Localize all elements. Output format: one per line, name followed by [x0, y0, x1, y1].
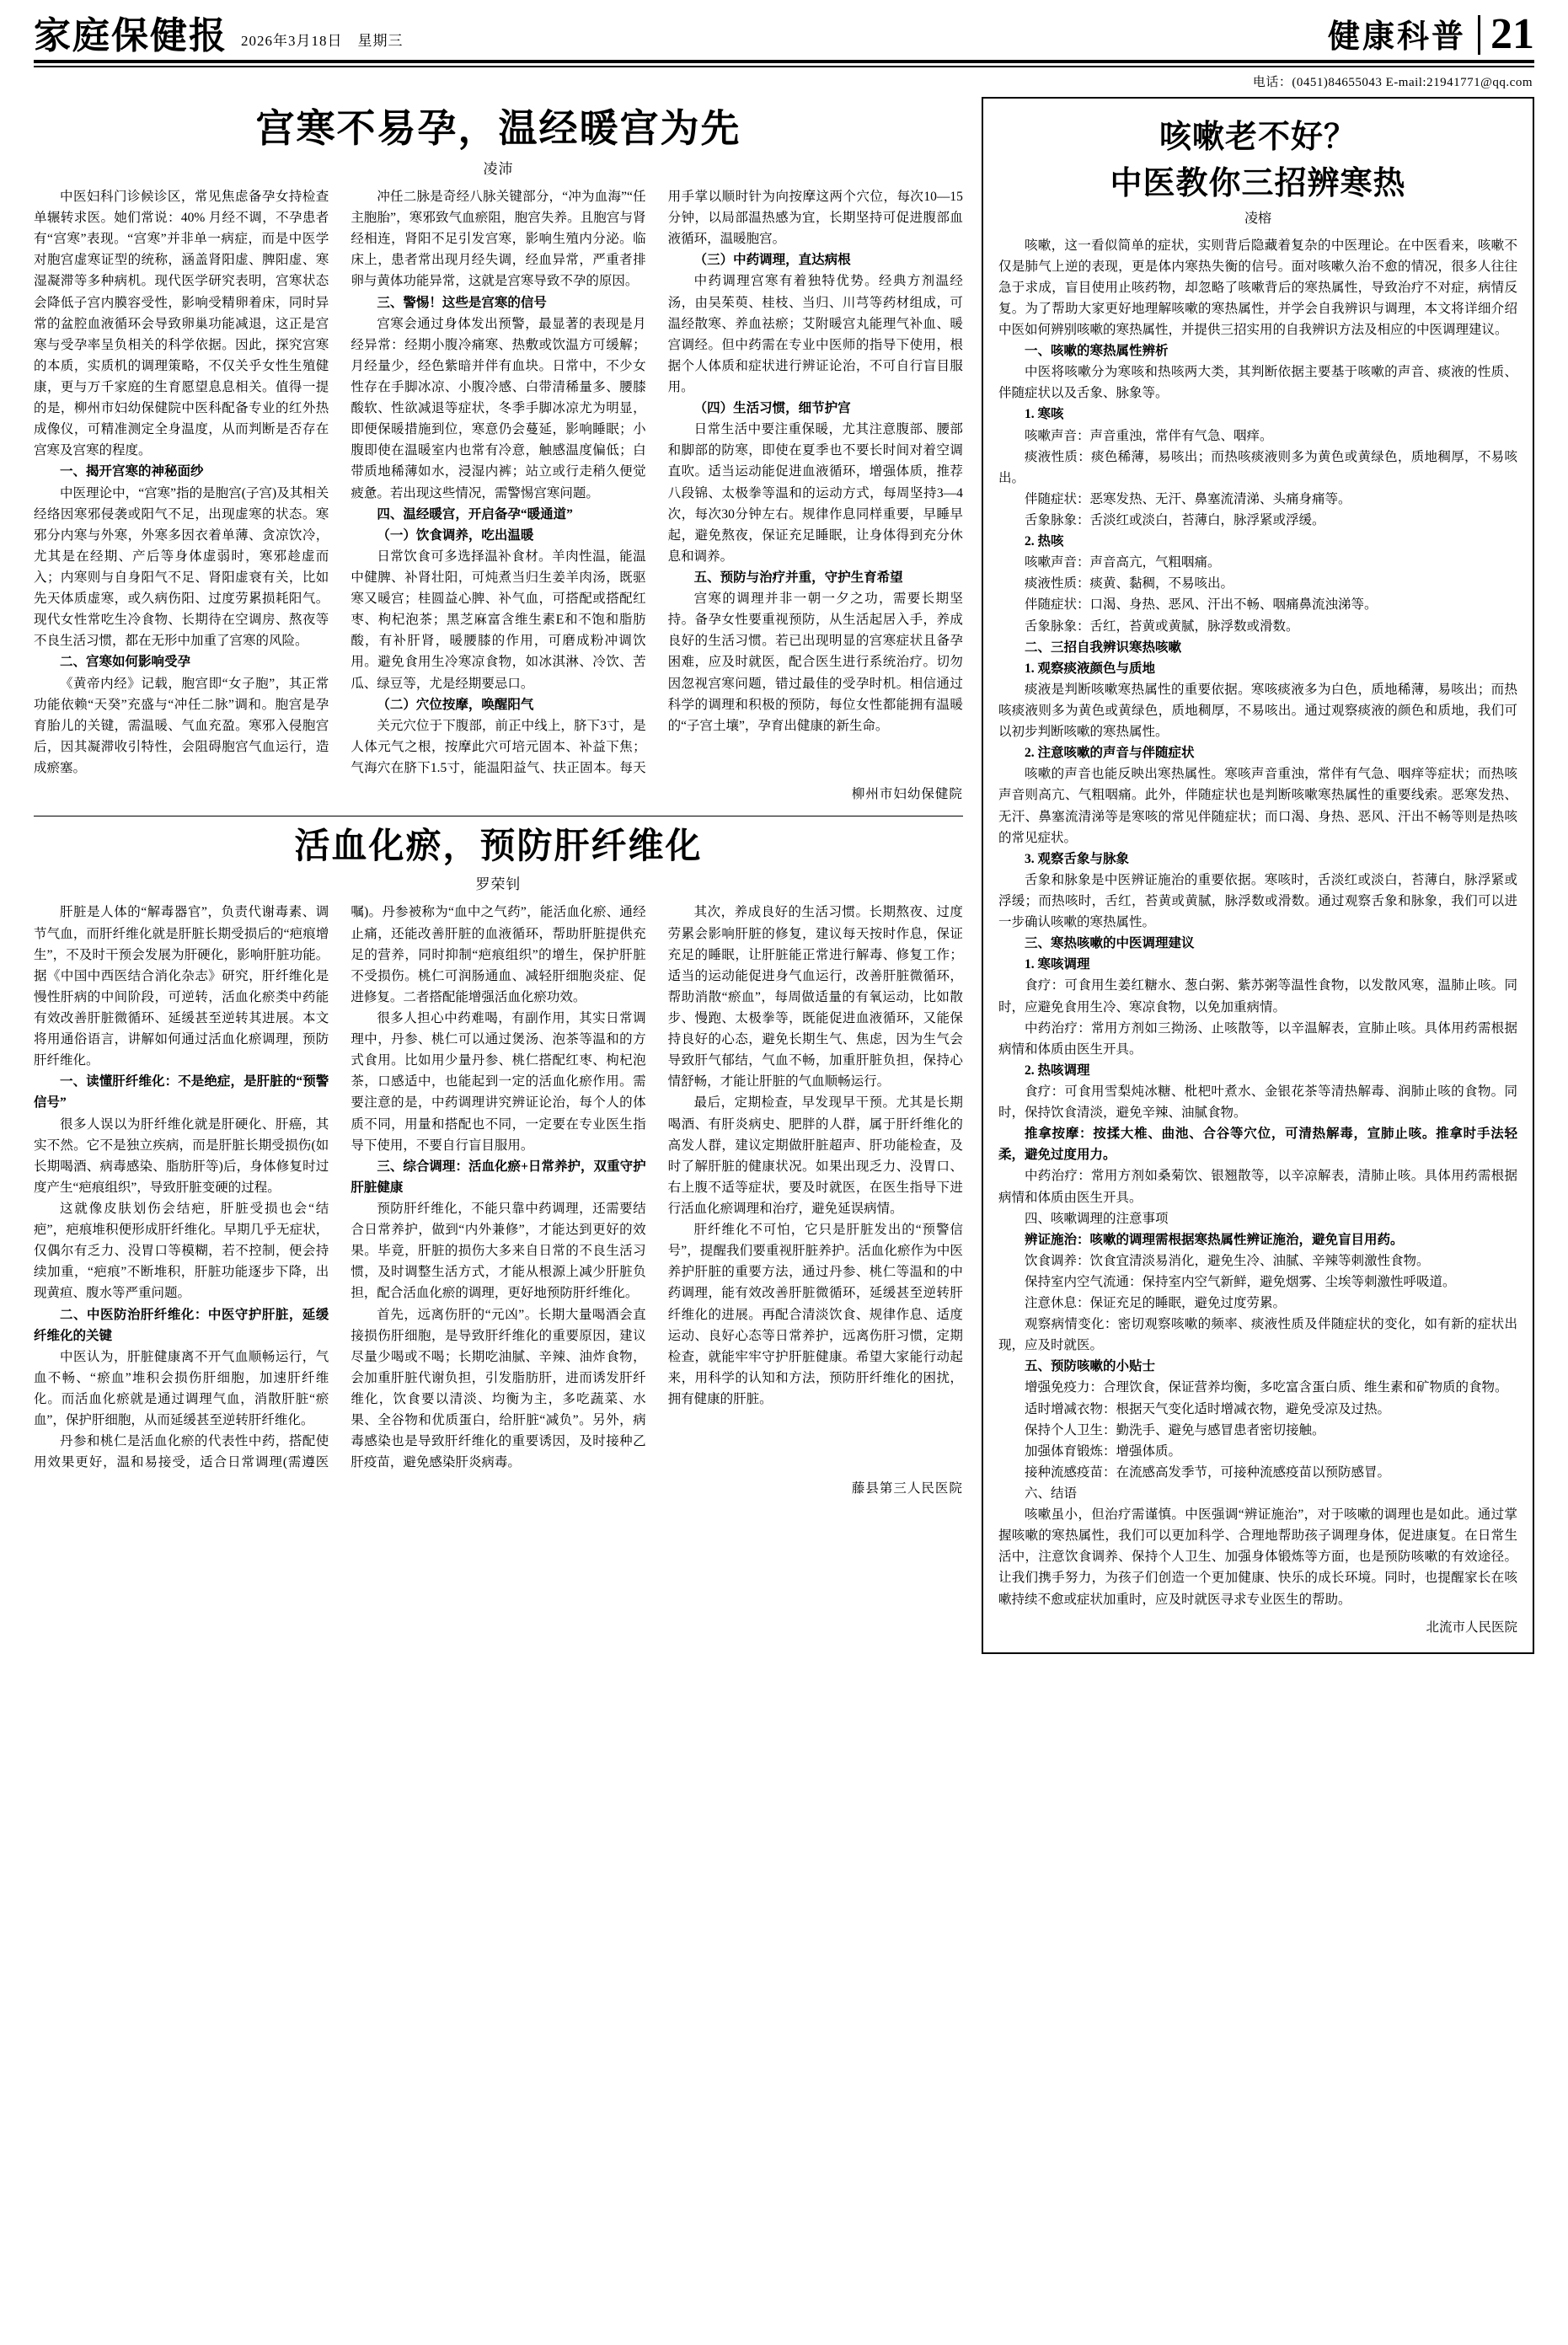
- masthead-right: [1327, 10, 1534, 58]
- paragraph: 日常饮食可多选择温补食材。羊肉性温，能温中健脾、补肾壮阳，可炖煮当归生姜羊肉汤，既驱寒又暖宫；桂圆益心脾、补气血，可搭配或搭配红枣、枸杞泡茶；黑芝麻富含维生素E和不饱和脂肪酸，有补肝肾，暖腰膝的作用，可磨成粉冲调饮用。避免食用生冷寒凉食物，如冰淇淋、冷饮、苦瓜、绿豆等，尤是经期要忌口。: [351, 549, 646, 691]
- article3-headline-line1: 咳嗽老不好？: [1159, 116, 1357, 155]
- article3-body: [998, 235, 1517, 1610]
- left-column: [34, 97, 963, 1654]
- article1-headline: 宫寒不易孕，温经暖宫为先: [255, 104, 741, 151]
- paragraph: 保持个人卫生：勤洗手、避免与感冒患者密切接触。: [1024, 1422, 1325, 1438]
- paragraph: 四、咳嗽调理的注意事项: [1024, 1211, 1169, 1226]
- page-number: 21: [1478, 15, 1534, 55]
- paragraph: 六、结语: [1024, 1486, 1077, 1502]
- paragraph: 丹参和桃仁是活血化瘀的代表性中药，搭配使用效果更好，温和易接受，适合日常调理(需遵医嘱)。丹参被称为“血中之气药”，能活血化瘀、通经止痛，还能改善肝脏的血液循环，帮助肝脏提供充足的营养，同时抑制“疤痕组织”的增生，保护肝脏不受损伤。桃仁可润肠通血、减轻肝细胞炎症、促进修复。二者搭配能增强活血化瘀功效。: [34, 905, 646, 1470]
- paragraph-subhead: 1. 寒咳调理: [1024, 957, 1090, 972]
- newspaper-logo: 家庭保健报: [34, 13, 227, 57]
- paragraph-subhead: 2. 热咳: [1024, 534, 1064, 549]
- paragraph: 中医将咳嗽分为寒咳和热咳两大类，其判断依据主要基于咳嗽的声音、痰液的性质、伴随症状以及舌象、脉象等。: [998, 365, 1517, 401]
- paragraph: 加强体育锻炼：增强体质。: [1024, 1443, 1181, 1459]
- paragraph: 饮食调养：饮食宜清淡易消化，避免生冷、油腻、辛辣等刺激性食物。: [1024, 1253, 1430, 1268]
- paragraph: 咳嗽虽小，但治疗需谨慎。中医强调“辨证施治”，对于咳嗽的调理也是如此。通过掌握咳嗽的寒热属性，我们可以更加科学、合理地帮助孩子调理身体，促进康复。在日常生活中，注意饮食调养、保持个人卫生、加强身体锻炼等方面，也是预防咳嗽的有效途径。让我们携手努力，为孩子们创造一个更加健康、快乐的成长环境。同时，也提醒家长在咳嗽持续不愈或症状加重时，应及时就医寻求专业医生的帮助。: [998, 1507, 1517, 1607]
- paragraph: 这就像皮肤划伤会结疤，肝脏受损也会“结疤”，疤痕堆积便形成肝纤维化。早期几乎无症状，仅偶尔有乏力、没胃口等模糊，若不控制，便会持续加重，“疤痕”不断堆积，肝脏功能逐步下降，出现黄疸、腹水等严重问题。: [34, 1201, 329, 1301]
- paragraph-subhead: 五、预防咳嗽的小贴士: [1024, 1359, 1155, 1374]
- paragraph-subhead: 3. 观察舌象与脉象: [1024, 851, 1129, 866]
- page-body: [34, 97, 1534, 1654]
- paragraph: 中医理论中，“宫寒”指的是胞宫(子宫)及其相关经络因寒邪侵袭或阳气不足，出现虚寒的状态。寒邪分内寒与外寒，外寒多因衣着单薄、贪凉饮冷，尤其是在经期、产后等身体虚弱时，寒邪趁虚而入；内寒则与自身阳气不足、肾阳虚衰有关，比如先天体质虚寒，或久病伤阳、过度劳累损耗阳气。现代女性常吃生冷食物、长期待在空调房、熬夜等不良生活习惯，都在无形中加重了宫寒的风险。: [34, 485, 329, 649]
- paragraph: 保持室内空气流通：保持室内空气新鲜，避免烟雾、尘埃等刺激性呼吸道。: [1024, 1274, 1456, 1289]
- paragraph: 咳嗽声音：声音高亢，气粗咽痛。: [1024, 555, 1221, 570]
- article3-byline: 凌榕: [1244, 211, 1271, 226]
- article1-body: [34, 186, 963, 779]
- paragraph: 痰液性质：痰黄、黏稠，不易咳出。: [1024, 576, 1234, 592]
- paragraph: 痰液是判断咳嗽寒热属性的重要依据。寒咳痰液多为白色，质地稀薄，易咳出；而热咳痰液则多为黄色或黄绿色，质地稠厚，不易咳出。通过观察痰液的颜色和质地，我们可以初步判断咳嗽的寒热属性。: [998, 682, 1517, 740]
- paragraph: 中医认为，肝脏健康离不开气血顺畅运行，气血不畅、“瘀血”堆积会损伤肝细胞，加速肝纤维化。而活血化瘀就是通过调理气血，消散肝脏“瘀血”，保护肝细胞，从而延缓甚至逆转肝纤维化。: [34, 1349, 329, 1428]
- paragraph: 日常生活中要注重保暖，尤其注意腹部、腰部和脚部的防寒，即使在夏季也不要长时间对着空调直吹。适当运动能促进血液循环，增强体质，推荐八段锦、太极拳等温和的运动方式，每周坚持3—4次，每次30分钟左右。规律作息同样重要，早睡早起，避免熬夜，保证充足睡眠，让身体得到充分休息和调养。: [667, 422, 963, 564]
- paragraph-subhead: 五、预防与治疗并重，守护生育希望: [693, 570, 903, 585]
- article2-body: [34, 902, 963, 1473]
- paragraph: 咳嗽声音：声音重浊，常伴有气急、咽痒。: [1024, 428, 1273, 443]
- paragraph: 舌象脉象：舌淡红或淡白，苔薄白，脉浮紧或浮缓。: [1024, 513, 1325, 527]
- paragraph-subhead: 辨证施治：咳嗽的调理需根据寒热属性辨证施治，避免盲目用药。: [1024, 1232, 1404, 1247]
- article3-signature: 北流市人民医院: [1426, 1620, 1517, 1635]
- paragraph: 接种流感疫苗：在流感高发季节，可接种流感疫苗以预防感冒。: [1024, 1464, 1390, 1480]
- article3-headline-line2: 中医教你三招辨寒热: [1110, 163, 1406, 202]
- paragraph: 宫寒会通过身体发出预警，最显著的表现是月经异常：经期小腹冷痛寒、热敷或饮温方可缓解；月经量少，经色紫暗并伴有血块。日常中，不少女性存在手脚冰凉、小腹冷感、白带清稀量多、腰膝酸软、性欲减退等症状，冬季手脚冰凉尤为明显，即便保暖措施到位，寒意仍会蔓延，影响睡眠；小腹即使在温暖室内也常有冷意，触感温度偏低；白带质地稀薄如水，浸湿内裤；站立或行走稍久便觉疲惫。若出现这些情况，需警惕宫寒问题。: [351, 316, 646, 501]
- article2-byline: 罗荣钊: [475, 876, 522, 893]
- paragraph: 中药治疗：常用方剂如三拗汤、止咳散等，以辛温解表，宣肺止咳。具体用药需根据病情和体质由医生开具。: [998, 1020, 1517, 1057]
- paragraph-subhead: 四、温经暖宫，开启备孕“暖通道”: [377, 506, 573, 522]
- paragraph: 痰液性质：痰色稀薄，易咳出；而热咳痰液则多为黄色或黄绿色，质地稠厚，不易咳出。: [998, 449, 1517, 485]
- paragraph-subhead: 推拿按摩：按揉大椎、曲池、合谷等穴位，可清热解毒，宣肺止咳。推拿时手法轻柔，避免过度用力。: [998, 1127, 1517, 1163]
- paragraph: 肝脏是人体的“解毒器官”，负责代谢毒素、调节气血，而肝纤维化就是肝脏长期受损后的“疤痕增生”，不及时干预会发展为肝硬化，影响肝脏功能。据《中国中西医结合消化杂志》研究，肝纤维化是慢性肝病的中间阶段，可逆转，活血化瘀类中药能有效改善肝脏微循环、延缓甚至逆转其进展。本文将用通俗语言，讲解如何通过活血化瘀调理，预防肝纤维化。: [34, 905, 329, 1068]
- paragraph: 很多人担心中药难喝，有副作用，其实日常调理中，丹参、桃仁可以通过煲汤、泡茶等温和的方式食用。比如用少量丹参、桃仁搭配红枣、枸杞泡茶，口感适中，也能起到一定的活血化瘀作用。需要注意的是，中药调理讲究辨证论治，每个人的体质不同，用量和搭配也不同，一定要在专业医生指导下使用，不要自行盲目服用。: [351, 1010, 646, 1153]
- paragraph: 预防肝纤维化，不能只靠中药调理，还需要结合日常养护，做到“内外兼修”，才能达到更好的效果。毕竟，肝脏的损伤大多来自日常的不良生活习惯，及时调整生活方式，才能从根源上减少肝脏负担，配合活血化瘀的调理，更好地预防肝纤维化。: [351, 1201, 646, 1301]
- paragraph: 食疗：可食用雪梨炖冰糖、枇杷叶煮水、金银花茶等清热解毒、润肺止咳的食物。同时，保持饮食清淡，避免辛辣、油腻食物。: [998, 1084, 1517, 1121]
- paragraph-subhead: 二、宫寒如何影响受孕: [60, 655, 191, 670]
- contact-info: 电话：(0451)84655043 E-mail:21941771@qq.com: [1252, 75, 1533, 89]
- paragraph: 关元穴位于下腹部，前正中线上，脐下3寸，是人体元气之根，按摩此穴可培元固本、补益下焦；气海穴在脐下1.5寸，能温阳益气、扶正固本。每天用手掌以顺时针为向按摩这两个穴位，每次10—15分钟，以局部温热感为宜，长期坚持可促进腹部血液循环，温暖胞宫。: [351, 189, 963, 775]
- paragraph-subhead: 二、中医防治肝纤维化：中医守护肝脏，延缓纤维化的关键: [34, 1307, 329, 1343]
- paragraph-subhead: 一、读懂肝纤维化：不是绝症，是肝脏的“预警信号”: [34, 1074, 329, 1111]
- paragraph-subhead: 一、揭开宫寒的神秘面纱: [60, 464, 204, 479]
- paragraph-subhead: 2. 注意咳嗽的声音与伴随症状: [1024, 746, 1195, 761]
- paragraph-subhead: 二、三招自我辨识寒热咳嗽: [1024, 640, 1181, 655]
- section-title: 健康科普: [1327, 19, 1466, 55]
- right-column-box: [982, 97, 1534, 1654]
- paragraph: 咳嗽，这一看似简单的症状，实则背后隐藏着复杂的中医理论。在中医看来，咳嗽不仅是肺气上逆的表现，更是体内寒热失衡的信号。面对咳嗽久治不愈的情况，很多人往往急于求成，盲目使用止咳药物，却忽略了咳嗽背后的寒热属性，导致治疗不对症，病情反复。为了帮助大家更好地理解咳嗽的寒热属性，并学会自我辨识与调理，本文将详细介绍中医如何辨别咳嗽的寒热属性，并提供三招实用的自我辨识方法及相应的中医调理建议。: [998, 238, 1517, 338]
- paragraph-subhead: 1. 寒咳: [1024, 407, 1064, 422]
- paragraph-subhead: 1. 观察痰液颜色与质地: [1024, 661, 1155, 676]
- paragraph: 食疗：可食用生姜红糖水、葱白粥、紫苏粥等温性食物，以发散风寒，温肺止咳。同时，应避免食用生冷、寒凉食物，以免加重病情。: [998, 978, 1517, 1015]
- article-gong-han: [34, 105, 963, 802]
- paragraph-subhead: 2. 热咳调理: [1024, 1063, 1090, 1078]
- paragraph: 中药调理宫寒有着独特优势。经典方剂温经汤，由吴茱萸、桂枝、当归、川芎等药材组成，可温经散寒、养血祛瘀；艾附暖宫丸能理气补血、暖宫调经。但中药需在专业中医师的指导下使用，根据个人体质和症状进行辨证论治，不可自行盲目服用。: [667, 274, 963, 394]
- article-huo-xue: [34, 825, 963, 1496]
- article2-signature: 藤县第三人民医院: [851, 1481, 963, 1496]
- paragraph: 《黄帝内经》记载，胞宫即“女子胞”，其正常功能依赖“天癸”充盛与“冲任二脉”调和。胞宫是孕育胎儿的关键，需温暖、气血充盈。寒邪入侵胞宫后，因其凝滞收引特性，会阻碍胞宫气血运行，造成瘀塞。: [34, 676, 329, 775]
- paragraph-subhead: （四）生活习惯，细节护宫: [693, 401, 851, 416]
- paragraph: 伴随症状：恶寒发热、无汗、鼻塞流清涕、头痛身痛等。: [1024, 491, 1351, 506]
- paragraph: 冲任二脉是奇经八脉关键部分，“冲为血海”“任主胞胎”，寒邪致气血瘀阻，胞宫失养。且胞宫与肾经相连，肾阳不足引发宫寒，影响生殖内分泌。临床上，患者常出现月经失调，经血异常，严重者排卵与黄体功能异常，这就是宫寒导致不孕的原因。: [351, 189, 646, 289]
- paragraph: 注意休息：保证充足的睡眠，避免过度劳累。: [1024, 1296, 1286, 1311]
- paragraph: 其次，养成良好的生活习惯。长期熬夜、过度劳累会影响肝脏的修复，建议每天按时作息，保证充足的睡眠，让肝脏能正常进行解毒、修复工作；适当的运动能促进身气血运行，改善肝脏微循环，帮助消散“瘀血”，每周做适量的有氧运动，比如散步、慢跑、太极拳等，既能促进血液循环，又能保持良好的心态，避免长期生气、焦虑，因为生气会导致肝气郁结，气血不畅，加重肝脏负担，保持心情舒畅，才能让肝脏的气血顺畅运行。: [667, 905, 963, 1090]
- paragraph-subhead: 三、寒热咳嗽的中医调理建议: [1024, 936, 1195, 951]
- paragraph: 适时增减衣物：根据天气变化适时增减衣物，避免受凉及过热。: [1024, 1401, 1390, 1416]
- paragraph: 咳嗽的声音也能反映出寒热属性。寒咳声音重浊，常伴有气急、咽痒等症状；而热咳声音则高亢、气粗咽痛。此外，伴随症状也是判断咳嗽寒热属性的重要线索。恶寒发热、无汗、鼻塞流清涕等是寒咳的常见伴随症状；而口渴、身热、恶风、汗出不畅等则是热咳的常见症状。: [998, 767, 1517, 845]
- article1-byline: 凌沛: [483, 160, 514, 177]
- paragraph-subhead: （三）中药调理，直达病根: [693, 253, 851, 268]
- paragraph-subhead: （一）饮食调养，吃出温暖: [377, 527, 534, 543]
- paragraph-subhead: 一、咳嗽的寒热属性辨析: [1024, 344, 1169, 359]
- paragraph: 宫寒的调理并非一朝一夕之功，需要长期坚持。备孕女性要重视预防，从生活起居入手，养成良好的生活习惯。若已出现明显的宫寒症状且备孕困难，应及时就医，配合医生进行系统治疗。切勿因忽视宫寒问题，错过最佳的受孕时机。相信通过科学的调理和积极的预防，每位女性都能拥有温暖的“子宫土壤”，孕育出健康的新生命。: [667, 592, 963, 733]
- masthead: [34, 10, 1534, 63]
- paragraph: 观察病情变化：密切观察咳嗽的频率、痰液性质及伴随症状的变化，如有新的症状出现，应及时就医。: [998, 1317, 1517, 1353]
- paragraph-subhead: （二）穴位按摩，唤醒阳气: [377, 697, 534, 712]
- paragraph: 中药治疗：常用方剂如桑菊饮、银翘散等，以辛凉解表，清肺止咳。具体用药需根据病情和体质由医生开具。: [998, 1169, 1517, 1205]
- article1-signature: 柳州市妇幼保健院: [851, 787, 963, 802]
- article2-headline: 活血化瘀，预防肝纤维化: [294, 825, 703, 867]
- paragraph: 舌象和脉象是中医辨证施治的重要依据。寒咳时，舌淡红或淡白，苔薄白，脉浮紧或浮缓；而热咳时，舌红，苔黄或黄腻，脉浮数或滑数。通过观察舌象和脉象，我们可以进一步确认咳嗽的寒热属性。: [998, 872, 1517, 930]
- paragraph: 首先，远离伤肝的“元凶”。长期大量喝酒会直接损伤肝细胞，是导致肝纤维化的重要原因，建议尽量少喝或不喝；长期吃油腻、辛辣、油炸食物，会加重肝脏代谢负担，引发脂肪肝，进而诱发肝纤维化，饮食要以清淡、均衡为主，多吃蔬菜、水果、全谷物和优质蛋白，给肝脏“减负”。另外，病毒感染也是导致肝纤维化的重要诱因，及时接种乙肝疫苗，避免感染肝炎病毒。: [351, 1307, 646, 1470]
- paragraph: 很多人误以为肝纤维化就是肝硬化、肝癌，其实不然。它不是独立疾病，而是肝脏长期受损伤(如长期喝酒、病毒感染、脂肪肝等)后，身体修复时过度产生“疤痕组织”，导致肝脏变硬的过程。: [34, 1116, 329, 1195]
- paragraph-subhead: 三、警惕！这些是宫寒的信号: [377, 295, 547, 310]
- issue-date: 2026年3月18日 星期三: [241, 32, 404, 49]
- paragraph: 最后，定期检查，早发现早干预。尤其是长期喝酒、有肝炎病史、肥胖的人群，属于肝纤维化的高发人群，建议定期做肝脏超声、肝功能检查，及时了解肝脏的健康状况。如果出现乏力、没胃口、右上腹不适等症状，要及时就医，在医生指导下进行活血化瘀调理和治疗，避免延误病情。: [667, 1095, 963, 1216]
- paragraph-subhead: 三、综合调理：活血化瘀+日常养护，双重守护肝脏健康: [351, 1159, 646, 1195]
- paragraph: 肝纤维化不可怕，它只是肝脏发出的“预警信号”，提醒我们要重视肝脏养护。活血化瘀作为中医养护肝脏的重要方法，通过丹参、桃仁等温和的中药调理，能有效改善肝脏微循环，延缓甚至逆转肝纤维化的进展。再配合清淡饮食、规律作息、适度运动、良好心态等日常养护，远离伤肝习惯，定期检查，就能牢牢守护肝脏健康。希望大家能行动起来，用科学的认知和方法，预防肝纤维化的困扰，拥有健康的肝脏。: [667, 1223, 963, 1406]
- paragraph: 中医妇科门诊候诊区，常见焦虑备孕女持检查单辗转求医。她们常说：40% 月经不调，不孕患者有“宫寒”表现。“宫寒”并非单一病症，而是中医学对胞宫虚寒证型的统称，涵盖肾阳虚、脾阳虚、寒湿凝滞等多种病机。现代医学研究表明，宫寒状态会降低子宫内膜容受性，影响受精卵着床，同时异常的盆腔血液循环会导致卵巢功能减退，这正是宫寒与受孕率呈负相关的科学依据。因此，探究宫寒的本质，实质机的调理策略，不仅关乎女性生殖健康，更与万千家庭的生育愿望息息相关。值得一提的是，柳州市妇幼保健院中医科配备专业的红外热成像仪，可精准测定全身温度，从而判断是否存在宫寒及宫寒的程度。: [34, 189, 329, 458]
- paragraph: 伴随症状：口渴、身热、恶风、汗出不畅、咽痛鼻流浊涕等。: [1024, 597, 1378, 613]
- paragraph: 舌象脉象：舌红，苔黄或黄腻，脉浮数或滑数。: [1024, 618, 1299, 634]
- paragraph: 增强免疫力：合理饮食，保证营养均衡，多吃富含蛋白质、维生素和矿物质的食物。: [1024, 1380, 1508, 1395]
